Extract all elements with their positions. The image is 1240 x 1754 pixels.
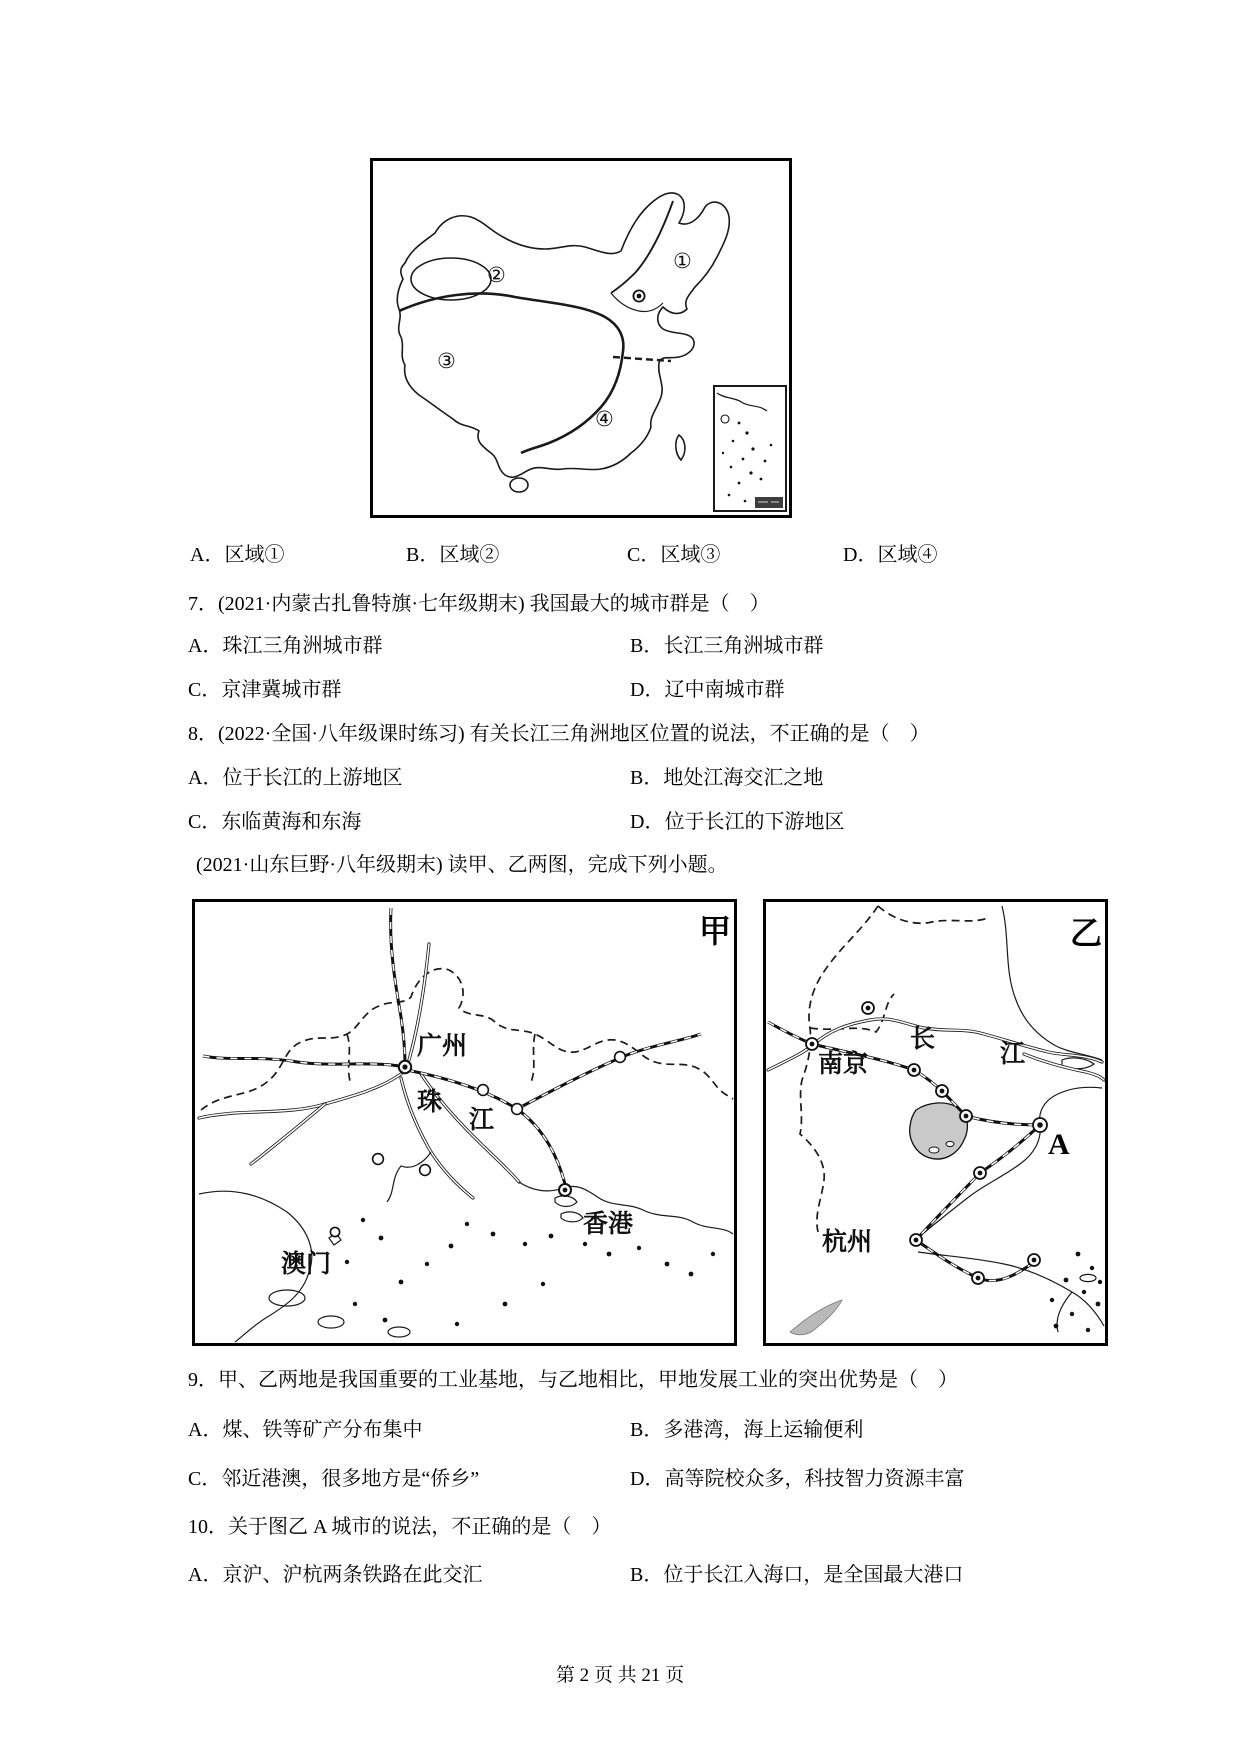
region-label-2: ② [487, 263, 506, 287]
map-jia-svg [195, 902, 734, 1343]
jia-inner-boundary-2 [531, 1034, 535, 1082]
yi-label-chang: 长 [910, 1025, 936, 1053]
yi-inner-boundary [810, 994, 894, 1032]
south-china-sea-inset [714, 386, 786, 511]
jia-label-macau: 澳门 [281, 1250, 332, 1278]
q9-option-d: D．高等院校众多，科技智力资源丰富 [630, 1468, 965, 1490]
jia-map-title: 甲 [699, 913, 732, 949]
q7-option-c: C．京津冀城市群 [188, 679, 342, 701]
q9-option-c: C．邻近港澳，很多地方是“侨乡” [188, 1468, 480, 1490]
jia-inner-boundary-1 [347, 1034, 351, 1084]
q8-option-a: A．位于长江的上游地区 [188, 767, 403, 789]
hainan-island [510, 478, 528, 492]
yi-province-boundary-top [878, 906, 988, 923]
map-yi-svg [766, 902, 1105, 1343]
taiwan-island [676, 435, 685, 460]
beijing-marker [633, 290, 644, 301]
region-label-1: ① [673, 249, 692, 273]
q8-option-d: D．位于长江的下游地区 [630, 811, 845, 833]
region-label-3: ③ [437, 349, 456, 373]
q10-option-b: B．位于长江入海口，是全国最大港口 [630, 1564, 964, 1586]
q7-option-a: A．珠江三角洲城市群 [188, 635, 383, 657]
q9-option-b: B．多港湾，海上运输便利 [630, 1419, 864, 1441]
q8-option-c: C．东临黄海和东海 [188, 811, 362, 833]
jia-label-zhu: 珠 [417, 1088, 443, 1116]
region-line-tibet [399, 293, 623, 453]
q6-option-d: D．区域④ [843, 544, 938, 566]
yi-taihu-lake [910, 1103, 968, 1159]
jia-city-markers [330, 1052, 625, 1237]
q6-option-a: A．区域① [190, 544, 285, 566]
china-regions-map [370, 158, 792, 518]
yi-qiantang-estuary [790, 1300, 842, 1335]
yi-label-city-a: A [1048, 1128, 1070, 1161]
china-regions-map-svg [373, 161, 789, 515]
jia-label-hongkong: 香港 [583, 1210, 634, 1238]
q9-stem: 9．甲、乙两地是我国重要的工业基地，与乙地相比，甲地发展工业的突出优势是（ ） [188, 1369, 958, 1391]
q7-option-d: D．辽中南城市群 [630, 679, 785, 701]
yi-map-title: 乙 [1070, 915, 1103, 951]
yi-label-nanjing: 南京 [818, 1050, 869, 1078]
jia-label-jiang: 江 [469, 1106, 495, 1134]
q9-option-a: A．煤、铁等矿产分布集中 [188, 1419, 423, 1441]
q10-option-a: A．京沪、沪杭两条铁路在此交汇 [188, 1564, 483, 1586]
q8-option-b: B．地处江海交汇之地 [630, 767, 824, 789]
q6-option-b: B．区域② [406, 544, 500, 566]
q7-stem: 7．(2021·内蒙古扎鲁特旗·七年级期末) 我国最大的城市群是（ ） [188, 593, 770, 615]
jia-coastline [199, 1152, 733, 1342]
map-jia-pearl-river-delta [192, 899, 737, 1346]
q6-option-c: C．区域③ [627, 544, 721, 566]
jia-rivers [199, 944, 519, 1198]
yi-island-blob [1080, 1274, 1096, 1281]
region-label-4: ④ [595, 407, 614, 431]
jia-label-guangzhou: 广州 [417, 1032, 468, 1060]
group-intro: (2021·山东巨野·八年级期末) 读甲、乙两图，完成下列小题。 [196, 854, 728, 876]
map-yi-yangtze-river-delta [763, 899, 1108, 1346]
q7-option-b: B．长江三角洲城市群 [630, 635, 824, 657]
region-line-northeast [611, 201, 673, 293]
page-footer: 第 2 页 共 21 页 [555, 1665, 685, 1686]
q10-stem: 10．关于图乙 A 城市的说法，不正确的是（ ） [188, 1516, 612, 1538]
jia-island-dots [345, 1218, 715, 1326]
yi-label-jiang: 江 [1000, 1040, 1026, 1068]
tarim-basin-loop [411, 258, 491, 300]
q8-stem: 8．(2022·全国·八年级课时练习) 有关长江三角洲地区位置的说法，不正确的是（ ） [188, 723, 930, 745]
yi-label-hangzhou: 杭州 [822, 1228, 873, 1256]
